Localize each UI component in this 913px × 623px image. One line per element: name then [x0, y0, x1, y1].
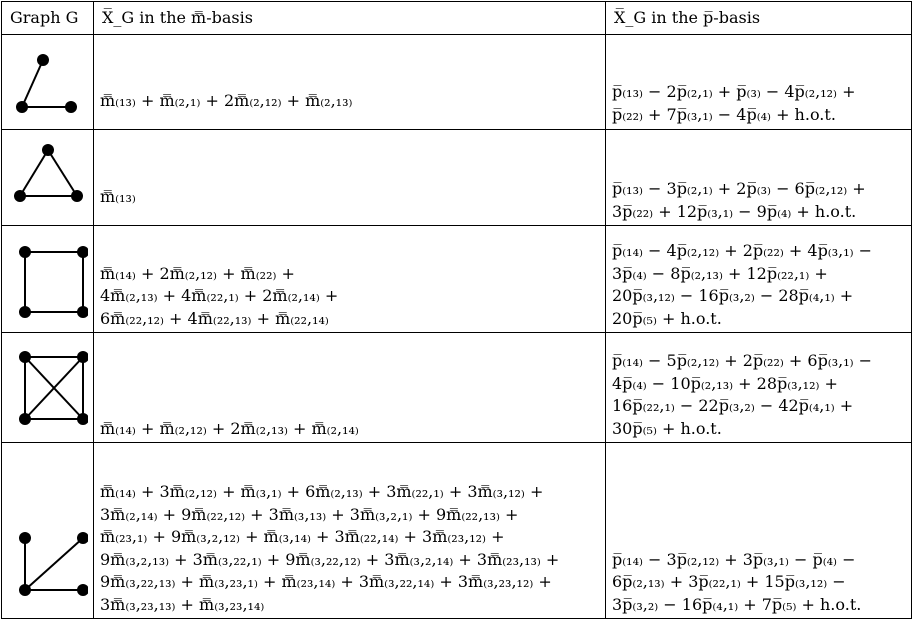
- m-basis-cell: [94, 443, 606, 619]
- m-basis-cell: [94, 226, 606, 333]
- m-expansion-line: m̿₍₁₄₎ + m̿₍₂,₁₂₎ + 2m̿₍₂,₁₃₎ + m̿₍₂,₁₄₎: [100, 418, 359, 438]
- p-expansion-line: 3p̅₍₂₂₎ + 12p̅₍₃,₁₎ − 9p̅₍₄₎ + h.o.t.: [612, 201, 857, 221]
- graph-cell: [2, 333, 94, 443]
- p-basis-cell: [606, 443, 912, 619]
- table-row: [2, 35, 912, 130]
- triangle-graph-icon: [8, 138, 88, 218]
- graph-expansion-table: [1, 1, 912, 619]
- m-expansion-line: 3m̿₍₂,₁₄₎ + 9m̿₍₂₂,₁₂₎ + 3m̿₍₃,₁₃₎ + 3m̿₍₃,₂,₁₎ + 9m̿₍₂₂,₁₃₎ +: [100, 504, 519, 524]
- m-basis-cell: [94, 333, 606, 443]
- p-expansion-line: p̅₍₁₃₎ − 2p̅₍₂,₁₎ + p̅₍₃₎ − 4p̅₍₂,₁₂₎ +: [612, 82, 856, 101]
- p-basis-cell: [606, 333, 912, 443]
- m-expansion-line: m̿₍₁₃₎: [100, 186, 136, 206]
- header-m-basis: X̅_G in the m̿-basis: [94, 2, 606, 35]
- m-expansion-line: 4m̿₍₂,₁₃₎ + 4m̿₍₂₂,₁₎ + 2m̿₍₂,₁₄₎ +: [100, 286, 339, 305]
- p-basis-cell: [606, 130, 912, 226]
- p-expansion-line: 20p̅₍₃,₁₂₎ − 16p̅₍₃,₂₎ − 28p̅₍₄,₁₎ +: [612, 286, 854, 305]
- m-expansion-line: m̿₍₁₄₎ + 3m̿₍₂,₁₂₎ + m̿₍₃,₁₎ + 6m̿₍₂,₁₃₎ + 3m̿₍₂₂,₁₎ + 3m̿₍₃,₁₂₎ +: [100, 482, 544, 501]
- m-expansion-line: m̿₍₁₄₎ + 2m̿₍₂,₁₂₎ + m̿₍₂₂₎ +: [100, 263, 295, 283]
- m-expansion-line: 9m̿₍₃,₂,₁₃₎ + 3m̿₍₃,₂₂,₁₎ + 9m̿₍₃,₂₂,₁₂₎ + 3m̿₍₃,₂,₁₄₎ + 3m̿₍₂₃,₁₃₎ +: [100, 549, 560, 569]
- four-cycle-with-diagonals-graph-icon: [8, 348, 88, 428]
- m-expansion-line: m̿₍₁₃₎ + m̿₍₂,₁₎ + 2m̿₍₂,₁₂₎ + m̿₍₂,₁₃₎: [100, 90, 353, 110]
- m-basis-cell: [94, 35, 606, 130]
- p-basis-cell: [606, 35, 912, 130]
- path-on-three-vertices-icon: [8, 42, 88, 122]
- p-expansion-line: p̅₍₁₄₎ − 3p̅₍₂,₁₂₎ + 3p̅₍₃,₁₎ − p̅₍₄₎ −: [612, 549, 856, 569]
- header-graph: Graph G: [2, 2, 94, 35]
- p-expansion-line: 6p̅₍₂,₁₃₎ + 3p̅₍₂₂,₁₎ + 15p̅₍₃,₁₂₎ −: [612, 572, 846, 591]
- m-basis-cell: [94, 130, 606, 226]
- p-expansion-line: 3p̅₍₃,₂₎ − 16p̅₍₄,₁₎ + 7p̅₍₅₎ + h.o.t.: [612, 594, 862, 614]
- four-cycle-graph-icon: [8, 239, 88, 319]
- p-expansion-line: 30p̅₍₅₎ + h.o.t.: [612, 418, 722, 438]
- p-expansion-line: 3p̅₍₄₎ − 8p̅₍₂,₁₃₎ + 12p̅₍₂₂,₁₎ +: [612, 263, 828, 283]
- p-expansion-line: p̅₍₁₄₎ − 4p̅₍₂,₁₂₎ + 2p̅₍₂₂₎ + 4p̅₍₃,₁₎ −: [612, 241, 873, 260]
- table-header-row: [2, 2, 912, 35]
- p-expansion-line: 20p̅₍₅₎ + h.o.t.: [612, 308, 722, 328]
- m-expansion-line: 3m̿₍₃,₂₃,₁₃₎ + m̿₍₃,₂₃,₁₄₎: [100, 594, 265, 614]
- p-expansion-line: p̅₍₁₃₎ − 3p̅₍₂,₁₎ + 2p̅₍₃₎ − 6p̅₍₂,₁₂₎ +: [612, 179, 866, 198]
- graph-cell: [2, 130, 94, 226]
- p-expansion-line: 4p̅₍₄₎ − 10p̅₍₂,₁₃₎ + 28p̅₍₃,₁₂₎ +: [612, 373, 838, 393]
- p-expansion-line: p̅₍₂₂₎ + 7p̅₍₃,₁₎ − 4p̅₍₄₎ + h.o.t.: [612, 104, 836, 124]
- p-basis-cell: [606, 226, 912, 333]
- m-expansion-line: m̿₍₂₃,₁₎ + 9m̿₍₃,₂,₁₂₎ + m̿₍₃,₁₄₎ + 3m̿₍₂₂,₁₄₎ + 3m̿₍₂₃,₁₂₎ +: [100, 527, 505, 546]
- p-expansion-line: p̅₍₁₄₎ − 5p̅₍₂,₁₂₎ + 2p̅₍₂₂₎ + 6p̅₍₃,₁₎ −: [612, 351, 873, 370]
- table-row: [2, 443, 912, 619]
- star-graph-icon: [8, 532, 88, 612]
- graph-cell: [2, 226, 94, 333]
- table-row: [2, 130, 912, 226]
- m-expansion-line: 6m̿₍₂₂,₁₂₎ + 4m̿₍₂₂,₁₃₎ + m̿₍₂₂,₁₄₎: [100, 308, 329, 328]
- m-expansion-line: 9m̿₍₃,₂₂,₁₃₎ + m̿₍₃,₂₃,₁₎ + m̿₍₂₃,₁₄₎ + 3m̿₍₃,₂₂,₁₄₎ + 3m̿₍₃,₂₃,₁₂₎ +: [100, 572, 552, 591]
- graph-cell: [2, 443, 94, 619]
- header-p-basis: X̅_G in the p̅-basis: [606, 2, 912, 35]
- table-row: [2, 226, 912, 333]
- graph-cell: [2, 35, 94, 130]
- table-row: [2, 333, 912, 443]
- p-expansion-line: 16p̅₍₂₂,₁₎ − 22p̅₍₃,₂₎ − 42p̅₍₄,₁₎ +: [612, 396, 854, 415]
